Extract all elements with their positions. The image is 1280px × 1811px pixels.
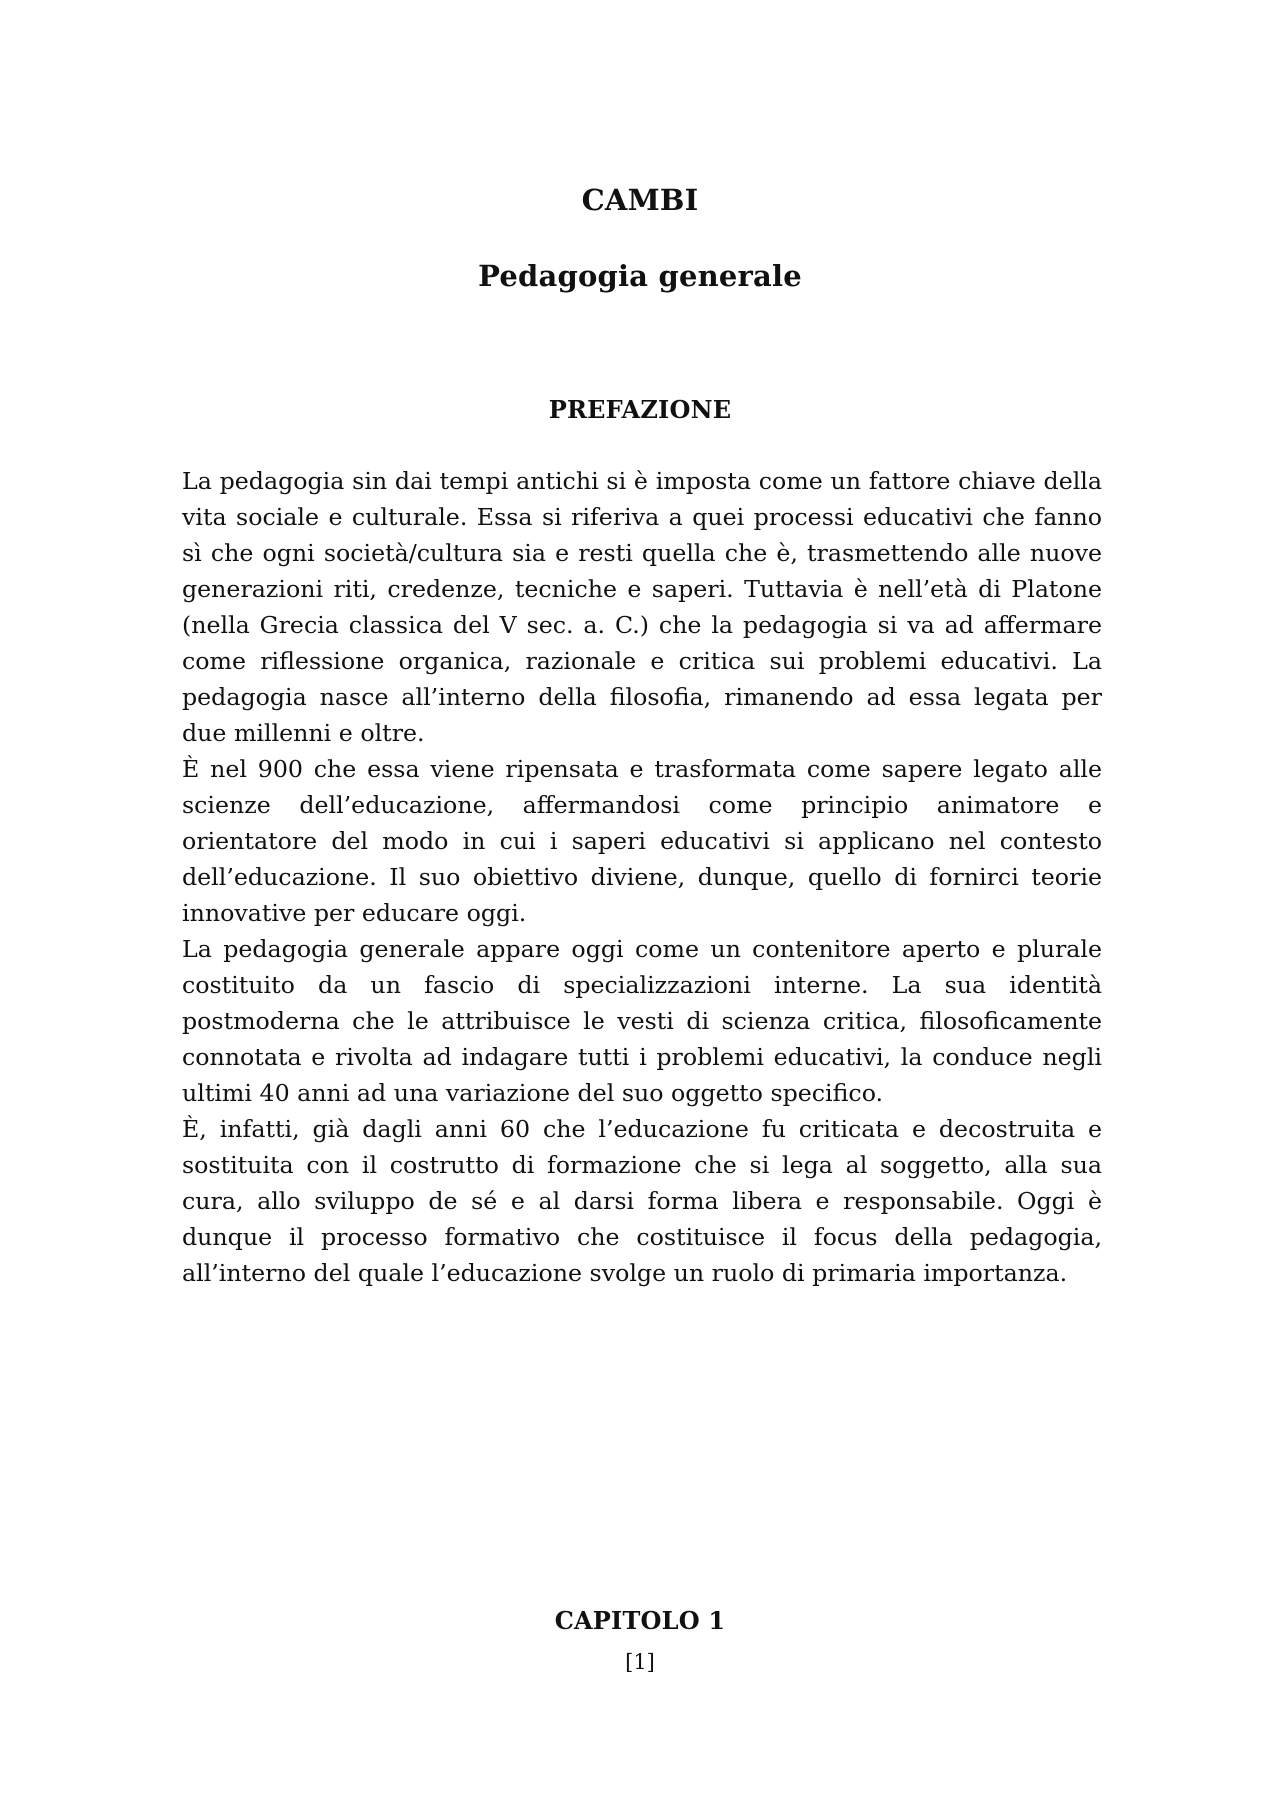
page-number: [1] bbox=[625, 1650, 655, 1674]
paragraph: È nel 900 che essa viene ripensata e trasformata come sapere legato alle scienze dell’educazione, affermandosi come principio animatore e orientatore del modo in cui i saperi educativi si applicano nel contesto dell’educazione. Il suo obiettivo diviene, dunque, quello di fornirci teorie innovative per educare oggi. bbox=[182, 755, 1102, 927]
paragraph: È, infatti, già dagli anni 60 che l’educazione fu criticata e decostruita e sostituita con il costrutto di formazione che si lega al soggetto, alla sua cura, allo sviluppo de sé e al darsi forma libera e responsabile. Oggi è dunque il processo formativo che costituisce il focus della pedagogia, all’interno del quale l’educazione svolge un ruolo di primaria importanza. bbox=[182, 1115, 1102, 1287]
paragraph: La pedagogia sin dai tempi antichi si è imposta come un fattore chiave della vita sociale e culturale. Essa si riferiva a quei processi educativi che fanno sì che ogni società/cultura sia e resti quella che è, trasmettendo alle nuove generazioni riti, credenze, tecniche e saperi. Tuttavia è nell’età di Platone (nella Grecia classica del V sec. a. C.) che la pedagogia si va ad affermare come riflessione organica, razionale e critica sui problemi educativi. La pedagogia nasce all’interno della filosofia, rimanendo ad essa legata per due millenni e oltre. bbox=[182, 467, 1102, 747]
preface-body bbox=[182, 463, 1102, 1291]
book-title: Pedagogia generale bbox=[478, 259, 802, 293]
section-title: PREFAZIONE bbox=[548, 395, 732, 424]
author-name: CAMBI bbox=[581, 183, 699, 217]
chapter-title: CAPITOLO 1 bbox=[554, 1606, 726, 1635]
paragraph: La pedagogia generale appare oggi come un contenitore aperto e plurale costituito da un fascio di specializzazioni interne. La sua identità postmoderna che le attribuisce le vesti di scienza critica, filosoficamente connotata e rivolta ad indagare tutti i problemi educativi, la conduce negli ultimi 40 anni ad una variazione del suo oggetto specifico. bbox=[182, 935, 1102, 1107]
